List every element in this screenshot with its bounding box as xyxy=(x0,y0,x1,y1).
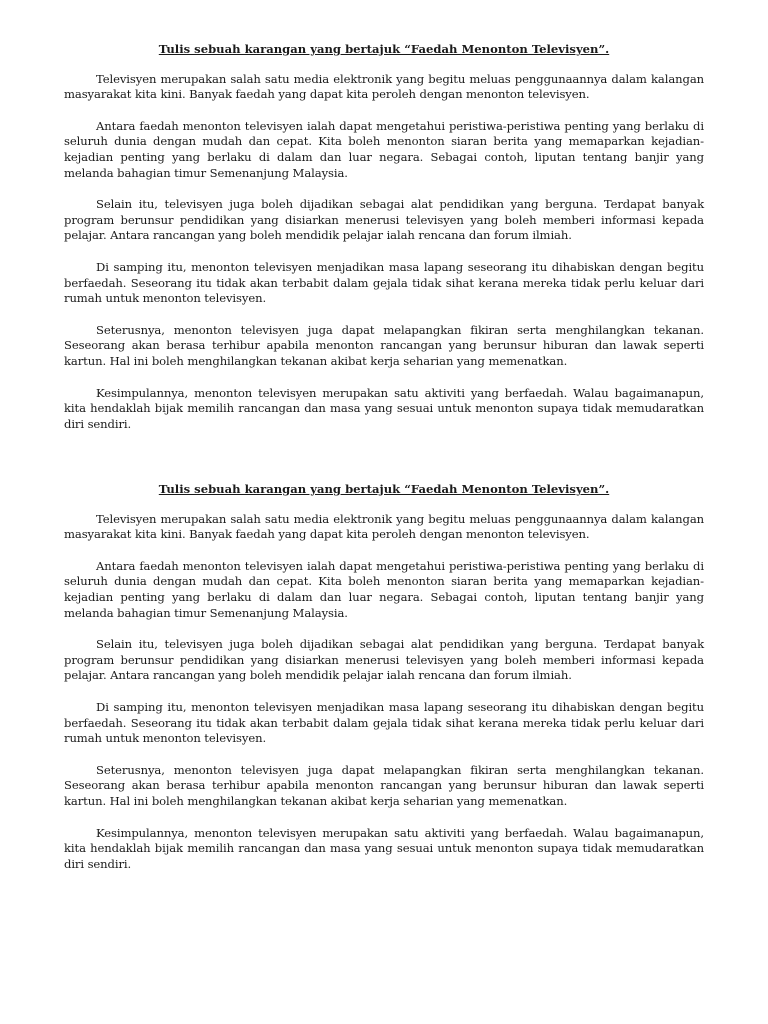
essay-paragraph-news: Antara faedah menonton televisyen ialah dapat mengetahui peristiwa-peristiwa penting yang berlaku di seluruh dunia dengan mudah dan cepat. Kita boleh menonton siaran berita yang memaparkan kejadian-kejadian penting yang berlaku di dalam dan luar negara. Sebagai contoh, liputan tentang banjir yang melanda bahagian timur Semenanjung Malaysia. xyxy=(64,558,704,620)
essay-1 xyxy=(64,42,704,432)
essay-paragraph-leisure: Di samping itu, menonton televisyen menjadikan masa lapang seseorang itu dihabiskan dengan begitu berfaedah. Seseorang itu tidak akan terbabit dalam gejala tidak sihat kerana mereka tidak perlu keluar dari rumah untuk menonton televisyen. xyxy=(64,699,704,746)
essay-paragraph-conclusion: Kesimpulannya, menonton televisyen merupakan satu aktiviti yang berfaedah. Walau bagaimanapun, kita hendaklah bijak memilih rancangan dan masa yang sesuai untuk menonton supaya tidak memudaratkan diri sendiri. xyxy=(64,385,704,431)
essay-paragraph-stress: Seterusnya, menonton televisyen juga dapat melapangkan fikiran serta menghilangkan tekanan. Seseorang akan berasa terhibur apabila menonton rancangan yang berunsur hiburan dan lawak seperti kartun. Hal ini boleh menghilangkan tekanan akibat kerja seharian yang memenatkan. xyxy=(64,322,704,368)
essay-title: Tulis sebuah karangan yang bertajuk “Faedah Menonton Televisyen”. xyxy=(158,42,610,56)
essay-paragraph-stress: Seterusnya, menonton televisyen juga dapat melapangkan fikiran serta menghilangkan tekanan. Seseorang akan berasa terhibur apabila menonton rancangan yang berunsur hiburan dan lawak seperti kartun. Hal ini boleh menghilangkan tekanan akibat kerja seharian yang memenatkan. xyxy=(64,762,704,808)
essay-paragraph-conclusion: Kesimpulannya, menonton televisyen merupakan satu aktiviti yang berfaedah. Walau bagaimanapun, kita hendaklah bijak memilih rancangan dan masa yang sesuai untuk menonton supaya tidak memudaratkan diri sendiri. xyxy=(64,825,704,871)
essay-paragraph-news: Antara faedah menonton televisyen ialah dapat mengetahui peristiwa-peristiwa penting yang berlaku di seluruh dunia dengan mudah dan cepat. Kita boleh menonton siaran berita yang memaparkan kejadian-kejadian penting yang berlaku di dalam dan luar negara. Sebagai contoh, liputan tentang banjir yang melanda bahagian timur Semenanjung Malaysia. xyxy=(64,118,704,180)
essay-paragraph-education: Selain itu, televisyen juga boleh dijadikan sebagai alat pendidikan yang berguna. Terdapat banyak program berunsur pendidikan yang disiarkan menerusi televisyen yang boleh memberi informasi kepada pelajar. Antara rancangan yang boleh mendidik pelajar ialah rencana dan forum ilmiah. xyxy=(64,637,704,683)
essay-2 xyxy=(64,482,704,872)
essay-paragraph-leisure: Di samping itu, menonton televisyen menjadikan masa lapang seseorang itu dihabiskan dengan begitu berfaedah. Seseorang itu tidak akan terbabit dalam gejala tidak sihat kerana mereka tidak perlu keluar dari rumah untuk menonton televisyen. xyxy=(64,259,704,306)
essay-title: Tulis sebuah karangan yang bertajuk “Faedah Menonton Televisyen”. xyxy=(158,482,610,496)
essay-paragraph-intro: Televisyen merupakan salah satu media elektronik yang begitu meluas penggunaannya dalam kalangan masyarakat kita kini. Banyak faedah yang dapat kita peroleh dengan menonton televisyen. xyxy=(64,511,704,542)
essay-paragraph-education: Selain itu, televisyen juga boleh dijadikan sebagai alat pendidikan yang berguna. Terdapat banyak program berunsur pendidikan yang disiarkan menerusi televisyen yang boleh memberi informasi kepada pelajar. Antara rancangan yang boleh mendidik pelajar ialah rencana dan forum ilmiah. xyxy=(64,197,704,243)
essay-paragraph-intro: Televisyen merupakan salah satu media elektronik yang begitu meluas penggunaannya dalam kalangan masyarakat kita kini. Banyak faedah yang dapat kita peroleh dengan menonton televisyen. xyxy=(64,71,704,102)
